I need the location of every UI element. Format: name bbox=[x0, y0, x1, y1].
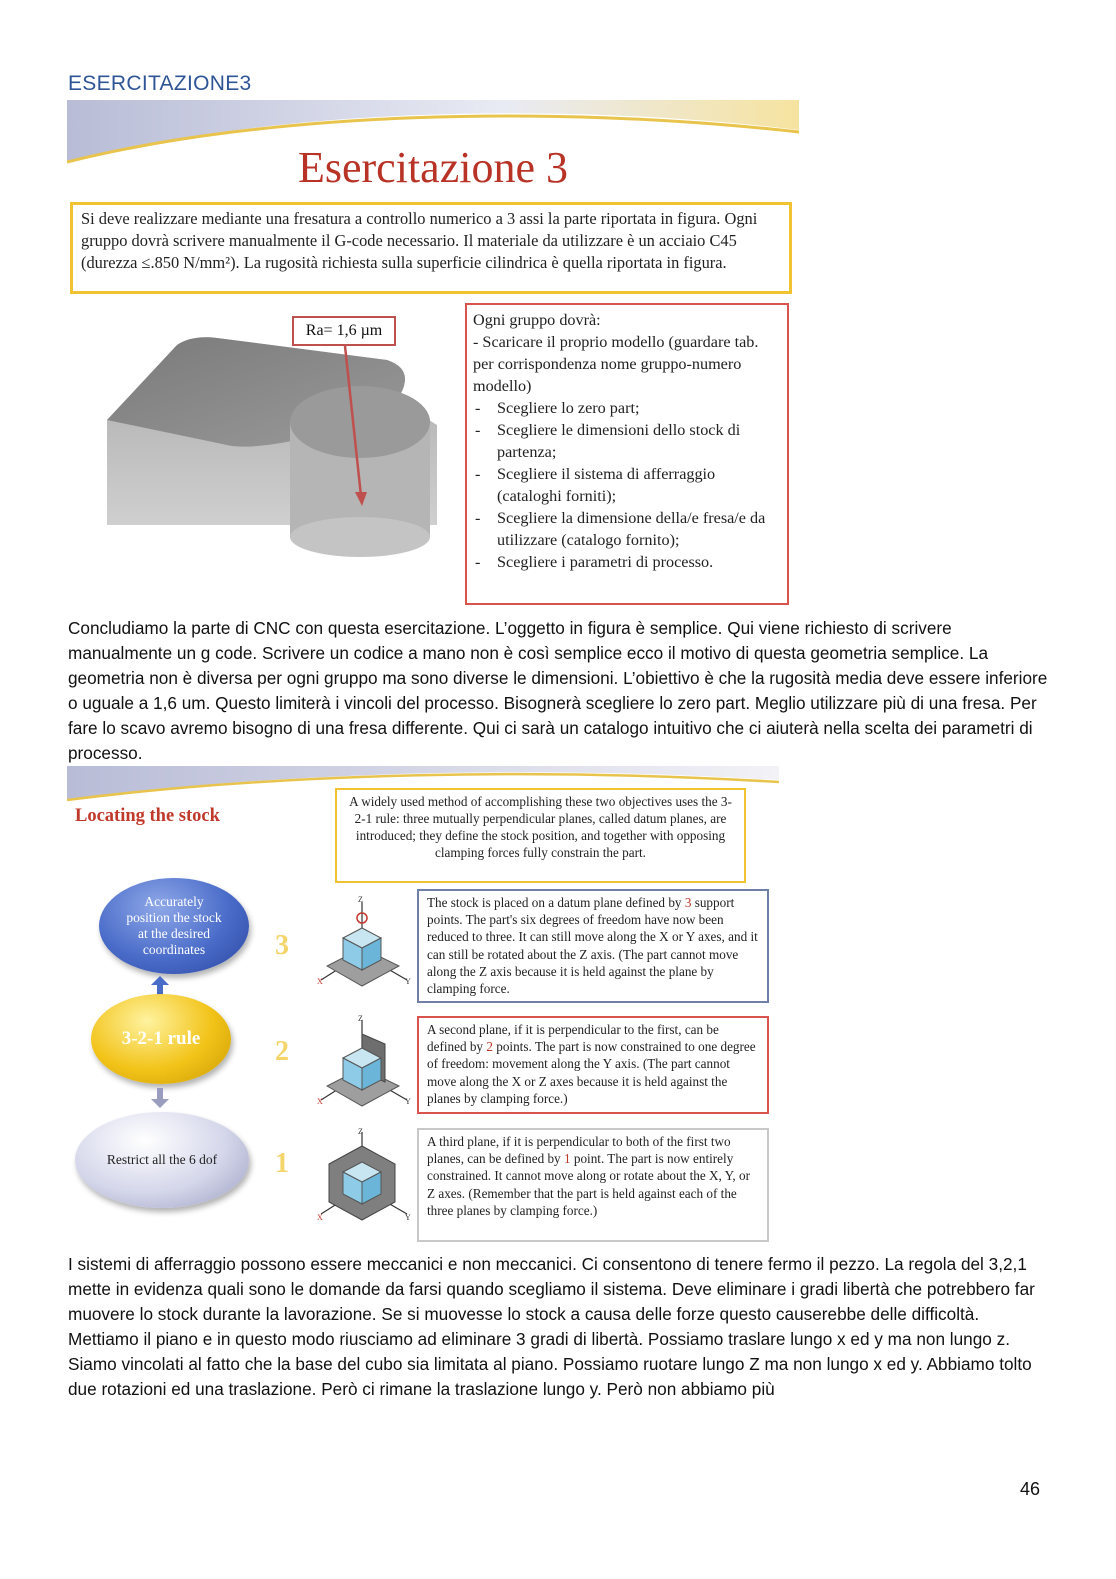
page-number: 46 bbox=[1019, 1479, 1040, 1499]
rule-text: points. The part is now constrained to one degree of freedom: movement along the Y axis. (The part cannot move along the X or Z axes because it is held against the planes by clamping force.) bbox=[427, 1039, 756, 1106]
locating-stock-slide bbox=[67, 766, 779, 1243]
task-list-intro: Ogni gruppo dovrà: bbox=[473, 311, 601, 329]
paragraph-intro bbox=[68, 616, 1058, 766]
part-3d-illustration bbox=[97, 330, 457, 560]
rule-step-2-box bbox=[417, 1016, 769, 1114]
rule-ellipse: 3-2-1 rule bbox=[91, 994, 231, 1084]
dof-ellipse: Restrict all the 6 dof bbox=[75, 1112, 249, 1208]
rule-text: A third plane, if it is perpendicular to both of the first two planes, can be defined by bbox=[427, 1134, 731, 1167]
axis-x-label: X bbox=[317, 1097, 323, 1106]
axis-z-label: Z bbox=[358, 1128, 363, 1136]
cube-3-point-diagram bbox=[307, 894, 417, 1004]
rule-summary: A widely used method of accomplishing these two objectives uses the 3-2-1 rule: three mutually perpendicular planes, called datum planes, are introduced; they define the stock position, and together with opposing clamping forces fully constrain the part. bbox=[335, 788, 746, 883]
section-heading: ESERCITAZIONE3 bbox=[68, 72, 252, 95]
task-item: - Scegliere lo zero part; bbox=[473, 397, 781, 419]
task-item: - Scegliere le dimensioni dello stock di partenza; bbox=[473, 419, 781, 463]
arrow-up-icon bbox=[151, 976, 169, 996]
axis-y-label: Y bbox=[405, 1097, 411, 1106]
axis-x-label: X bbox=[317, 977, 323, 986]
axis-z-label: Z bbox=[358, 1014, 363, 1023]
cube-1-point-diagram bbox=[307, 1128, 417, 1238]
exercise-description: Si deve realizzare mediante una fresatura a controllo numerico a 3 assi la parte riportata in figura. Ogni gruppo dovrà scrivere manualmente il G-code necessario. Il materiale da utilizzare è un acciaio C45 (durezza ≤.850 N/mm²). La rugosità richiesta sulla superficie cilindrica è quella riportata in figura. bbox=[70, 202, 792, 294]
rule-step-3-box bbox=[417, 889, 769, 1003]
rule-text: The stock is placed on a datum plane defined by bbox=[427, 895, 685, 910]
axis-y-label: Y bbox=[405, 977, 411, 986]
task-item: - Scegliere il sistema di afferraggio (cataloghi forniti); bbox=[473, 463, 781, 507]
cube-2-point-diagram bbox=[307, 1014, 417, 1124]
paragraph-text: I sistemi di afferraggio possono essere meccanici e non meccanici. Ci consentono di tenere fermo il pezzo. La regola del 3,2,1 mette in evidenza quali sono le domande da farsi quando scegliamo il sistema. Deve eliminare i gradi libertà che potrebbero far muovere lo stock durante la lavorazione. Se si muovesse lo stock a causa delle forze questo causerebbe delle difficoltà. bbox=[68, 1254, 1035, 1324]
rule-text: point. The part is now entirely constrained. It cannot move along or rotate about the X, Y, or Z axes. (Remember that the part is held against each of the three planes by clamping force.) bbox=[427, 1151, 751, 1218]
step-number-2: 2 bbox=[275, 1036, 289, 1067]
rule-text: A second plane, if it is perpendicular to the first, can be defined by bbox=[427, 1022, 719, 1055]
paragraph-text: Mettiamo il piano e in questo modo riusciamo ad eliminare 3 gradi di libertà. Possiamo traslare lungo x ed y ma non lungo z. Siamo vincolati al fatto che la base del cubo sia limitata al piano. Possiamo ruotare lungo Z ma non lungo x ed y. Abbiamo tolto due rotazioni ed una traslazione. Però ci rimane la traslazione lungo y. Però non abbiamo più bbox=[68, 1329, 1032, 1399]
task-list-first: - Scaricare il proprio modello (guardare tab. per corrispondenza nome gruppo-numero modello) bbox=[473, 333, 759, 395]
ra-pointer-arrow bbox=[317, 346, 377, 506]
rule-step-1-box bbox=[417, 1128, 769, 1242]
rule-count: 3 bbox=[684, 895, 692, 910]
goal-ellipse: Accurately position the stock at the desired coordinates bbox=[99, 878, 249, 974]
task-item: - Scegliere i parametri di processo. bbox=[473, 551, 781, 573]
slide-title: Esercitazione 3 bbox=[298, 143, 568, 192]
paragraph-clamping bbox=[68, 1252, 1058, 1402]
step-number-1: 1 bbox=[275, 1148, 289, 1179]
axis-z-label: Z bbox=[358, 895, 363, 904]
arrow-down-icon bbox=[151, 1088, 169, 1108]
task-item: - Scegliere la dimensione della/e fresa/e da utilizzare (catalogo fornito); bbox=[473, 507, 781, 551]
rule-text: support points. The part's six degrees of freedom have now been reduced to three. It can still move along the X or Y axes, and it can still be rotated about the Z axis. (The part cannot move along the Z axis because it is held against the plane by clamping force. bbox=[427, 895, 758, 997]
exercise-slide bbox=[67, 100, 799, 606]
rule-count: 1 bbox=[563, 1151, 571, 1167]
axis-x-label: X bbox=[317, 1213, 323, 1222]
roughness-label: Ra= 1,6 µm bbox=[292, 316, 396, 346]
step-number-3: 3 bbox=[275, 930, 289, 961]
rule-count: 2 bbox=[486, 1039, 493, 1055]
slide-title: Locating the stock bbox=[75, 806, 220, 826]
task-list-box bbox=[465, 303, 789, 605]
paragraph-text: Concludiamo la parte di CNC con questa esercitazione. L’oggetto in figura è semplice. Qui viene richiesto di scrivere manualmente un g code. Scrivere un codice a mano non è così semplice ecco il motivo di questa geometria semplice. La geometria non è diversa per ogni gruppo ma sono diverse le dimensioni. L’obiettivo è che la rugosità media deve essere inferiore o uguale a 1,6 um. Questo limiterà i vincoli del processo. Bisognerà scegliere lo zero part. Meglio utilizzare più di una fresa. Per fare lo scavo avremo bisogno di una fresa differente. Qui ci sarà un catalogo intuitivo che ci aiuterà nella scelta dei parametri di processo. bbox=[68, 618, 1048, 763]
axis-y-label: Y bbox=[405, 1213, 411, 1222]
